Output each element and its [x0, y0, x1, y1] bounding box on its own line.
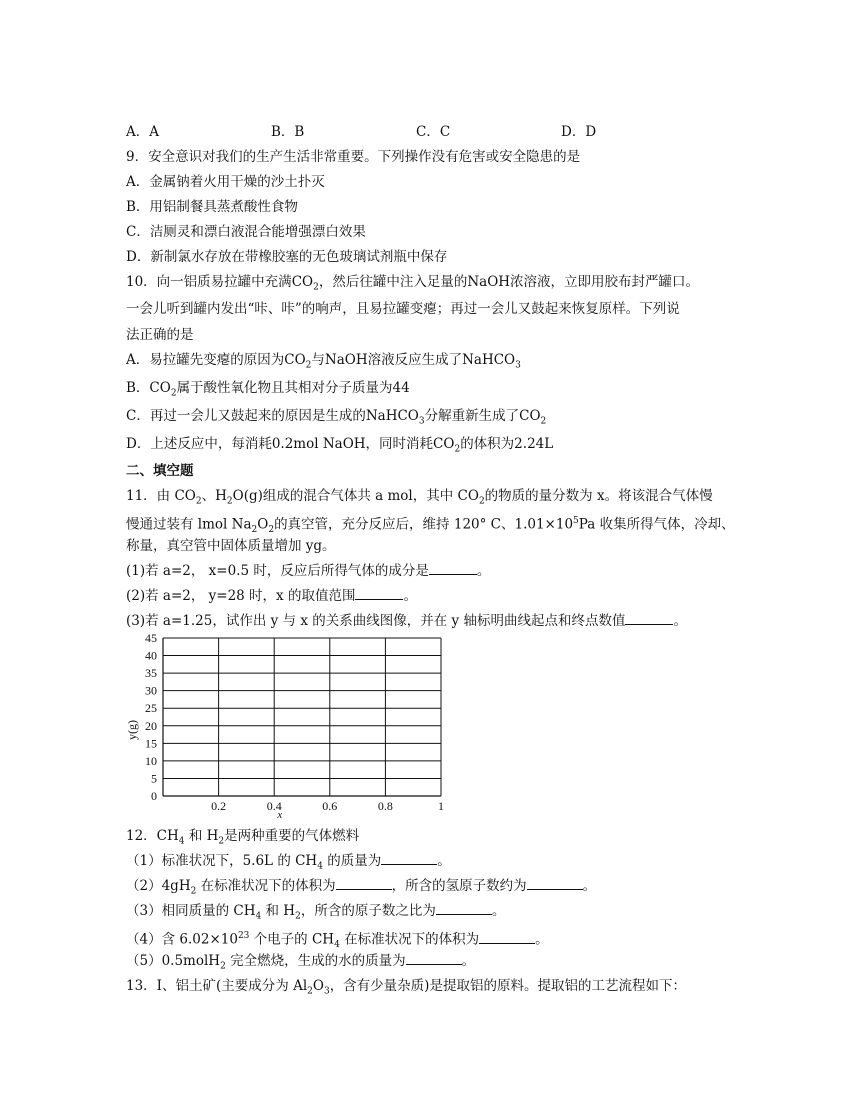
answer-blank[interactable] — [336, 876, 392, 890]
q10-option-b: B．$CO_2$属于酸性氧化物且其相对分子质量为44 — [126, 380, 410, 399]
q12-stem: 12．$CH_4$ 和 $H_2$是两种重要的气体燃料 — [126, 828, 360, 847]
x-tick-label: 0.6 — [322, 799, 338, 813]
q13-stem: 13．Ⅰ、铝土矿(主要成分为 $Al_2O_3$，含有少量杂质)是提取铝的原料。提取铝的工艺流程如下： — [126, 978, 686, 997]
answer-blank[interactable] — [381, 851, 437, 865]
q11-part1: (1)若 a=2， x=0.5 时，反应后所得气体的成分是 。 — [126, 563, 491, 579]
y-tick-label: 5 — [151, 771, 157, 786]
y-tick-label: 30 — [145, 683, 157, 698]
y-tick-label: 40 — [145, 648, 157, 663]
y-tick-label: 10 — [145, 753, 157, 768]
q12-part3: （3）相同质量的 $CH_4$ 和 $H_2$，所含的原子数之比为 。 — [126, 903, 506, 922]
y-axis-label: y(g) — [125, 720, 139, 740]
q8-option-d: D．D — [561, 124, 597, 140]
q9-option-b: B．用铝制餐具蒸煮酸性食物 — [126, 199, 298, 215]
y-tick-label: 20 — [145, 718, 157, 733]
q12-part4: （4）含 $6.02\times 10^{23}$ 个电子的 $CH_4$ 在标准状况下的体积为 。 — [126, 931, 549, 951]
section-heading: 二、填空题 — [126, 463, 194, 479]
x-tick-label: 0.8 — [377, 799, 393, 813]
q11-stem-line2: 慢通过装有 lmol $Na_2O_2$的真空管，充分反应后，维持 120° C、$1.01\times 10^5Pa$ 收集所得气体，冷却、 — [126, 516, 735, 536]
q12-part5: （5）0.5molH$_2$ 完全燃烧，生成的水的质量为 。 — [126, 953, 476, 972]
x-tick-label: 0.2 — [211, 799, 227, 813]
q10-option-a: A．易拉罐先变瘪的原因为$CO_2$与NaOH溶液反应生成了NaHCO$_3$ — [126, 352, 521, 371]
x-axis-label: x — [277, 809, 283, 820]
y-tick-label: 45 — [145, 631, 157, 645]
answer-blank[interactable] — [406, 951, 462, 965]
y-vs-x-grid-chart — [120, 630, 460, 820]
answer-blank[interactable] — [436, 901, 492, 915]
q11-part2: (2)若 a=2， y=28 时，x 的取值范围 。 — [126, 588, 417, 604]
y-tick-label: 15 — [145, 736, 157, 751]
answer-blank[interactable] — [527, 876, 583, 890]
q11-stem-line3: 称量，真空管中固体质量增加 yg。 — [126, 538, 336, 554]
q11-stem-line1: 11．由 $CO_2$、$H_2O(g)$组成的混合气体共 a mol，其中 $CO_2$的物质的量分数为 x。将该混合气体慢 — [126, 488, 713, 507]
q8-options — [126, 122, 596, 142]
q9-option-d: D．新制氯水存放在带橡胶塞的无色玻璃试剂瓶中保存 — [126, 249, 448, 265]
answer-blank[interactable] — [429, 561, 477, 575]
q11-part3: (3)若 a=1.25，试作出 y 与 x 的关系曲线图像，并在 y 轴标明曲线起点和终点数值 。 — [126, 613, 687, 629]
q10-option-d: D．上述反应中，每消耗0.2mol NaOH，同时消耗$CO_2$的体积为2.24L — [126, 436, 554, 455]
q8-option-a: A．A — [126, 124, 159, 140]
y-tick-label: 0 — [151, 789, 157, 803]
answer-blank[interactable] — [625, 611, 673, 625]
q10-stem-line1: 10．向一铝质易拉罐中充满$CO_2$，然后往罐中注入足量的NaOH浓溶液，立即用胶布封严罐口。 — [126, 274, 700, 293]
q10-option-c: C．再过一会儿又鼓起来的原因是生成的NaHCO$_3$分解重新生成了$CO_2$ — [126, 408, 547, 427]
q9-stem: 9．安全意识对我们的生产生活非常重要。下列操作没有危害或安全隐患的是 — [126, 149, 581, 165]
y-tick-label: 35 — [145, 666, 157, 681]
q9-option-a: A．金属钠着火用干燥的沙土扑灭 — [126, 174, 325, 190]
q12-part2: $(2)4gH_2$ 在标准状况下的体积为 ，所含的氢原子数约为 。 — [126, 878, 597, 897]
answer-blank[interactable] — [355, 586, 403, 600]
q8-option-b: B．B — [271, 124, 305, 140]
y-tick-label: 25 — [145, 701, 157, 716]
q8-option-c: C．C — [416, 124, 451, 140]
q10-stem-line2: 一会儿听到罐内发出“咔、咔”的响声，且易拉罐变瘪；再过一会儿又鼓起来恢复原样。下列说 — [126, 301, 680, 317]
answer-blank[interactable] — [479, 930, 535, 944]
x-tick-label: 1 — [438, 799, 444, 813]
q12-part1: （1）标准状况下，5.6L 的 $CH_4$ 的质量为 。 — [126, 853, 451, 872]
q9-option-c: C．洁厕灵和漂白液混合能增强漂白效果 — [126, 224, 366, 240]
q10-stem-line3: 法正确的是 — [126, 327, 194, 343]
x-tick-label: 0.4 — [266, 799, 282, 813]
